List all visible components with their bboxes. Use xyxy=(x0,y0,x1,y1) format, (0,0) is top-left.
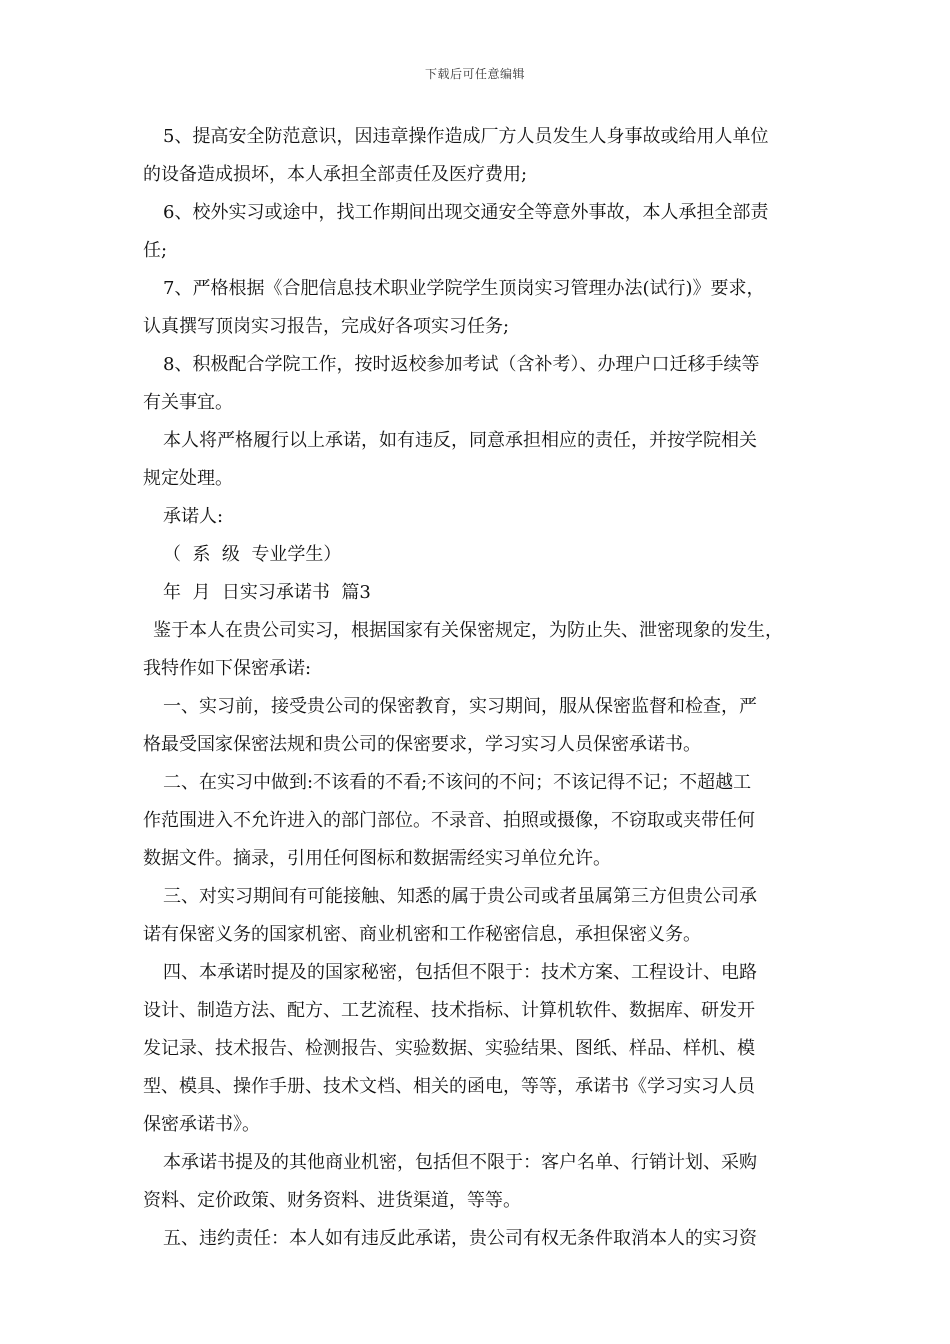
document-line: 8、积极配合学院工作，按时返校参加考试（含补考）、办理户口迁移手续等 xyxy=(163,354,760,375)
document-line: 四、本承诺时提及的国家秘密，包括但不限于：技术方案、工程设计、电路 xyxy=(163,962,757,983)
document-line: 五、违约责任：本人如有违反此承诺，贵公司有权无条件取消本人的实习资 xyxy=(163,1228,757,1249)
document-line: 规定处理。 xyxy=(143,468,233,489)
document-line: 保密承诺书》。 xyxy=(143,1114,260,1135)
document-line: 我特作如下保密承诺: xyxy=(143,658,312,679)
document-line: 承诺人: xyxy=(163,506,224,527)
document-line: 6、校外实习或途中，找工作期间出现交通安全等意外事故，本人承担全部责 xyxy=(163,202,769,223)
document-line: 三、对实习期间有可能接触、知悉的属于贵公司或者虽属第三方但贵公司承 xyxy=(163,886,757,907)
document-line: 设计、制造方法、配方、工艺流程、技术指标、计算机软件、数据库、研发开 xyxy=(143,1000,755,1021)
document-line: 数据文件。摘录，引用任何图标和数据需经实习单位允许。 xyxy=(143,848,611,869)
document-line: 7、严格根据《合肥信息技术职业学院学生顶岗实习管理办法(试行)》要求， xyxy=(163,278,765,299)
document-line: 鉴于本人在贵公司实习，根据国家有关保密规定，为防止失、泄密现象的发生， xyxy=(153,620,783,641)
document-body xyxy=(143,118,813,1258)
document-line: 5、提高安全防范意识，因违章操作造成厂方人员发生人身事故或给用人单位 xyxy=(163,126,769,147)
document-line: 格最受国家保密法规和贵公司的保密要求，学习实习人员保密承诺书。 xyxy=(143,734,701,755)
document-line: 资料、定价政策、财务资料、进货渠道，等等。 xyxy=(143,1190,521,1211)
document-line: 年 月 日实习承诺书 篇3 xyxy=(163,582,371,603)
document-line: 认真撰写顶岗实习报告，完成好各项实习任务; xyxy=(143,316,510,337)
document-line: 有关事宜。 xyxy=(143,392,233,413)
document-line: （ 系 级 专业学生） xyxy=(163,544,342,565)
document-line: 本人将严格履行以上承诺，如有违反，同意承担相应的责任，并按学院相关 xyxy=(163,430,757,451)
page-header: 下载后可任意编辑 xyxy=(424,67,525,81)
document-line: 作范围进入不允许进入的部门部位。不录音、拍照或摄像，不窃取或夹带任何 xyxy=(143,810,755,831)
document-line: 诺有保密义务的国家机密、商业机密和工作秘密信息，承担保密义务。 xyxy=(143,924,701,945)
document-line: 任; xyxy=(143,240,168,261)
document-line: 的设备造成损坏，本人承担全部责任及医疗费用; xyxy=(143,164,528,185)
document-line: 型、模具、操作手册、技术文档、相关的函电，等等，承诺书《学习实习人员 xyxy=(143,1076,755,1097)
document-line: 二、在实习中做到:不该看的不看;不该问的不问；不该记得不记；不超越工 xyxy=(163,772,752,793)
document-line: 发记录、技术报告、检测报告、实验数据、实验结果、图纸、样品、样机、模 xyxy=(143,1038,755,1059)
document-line: 一、实习前，接受贵公司的保密教育，实习期间，服从保密监督和检查，严 xyxy=(163,696,757,717)
document-line: 本承诺书提及的其他商业机密，包括但不限于：客户名单、行销计划、采购 xyxy=(163,1152,757,1173)
